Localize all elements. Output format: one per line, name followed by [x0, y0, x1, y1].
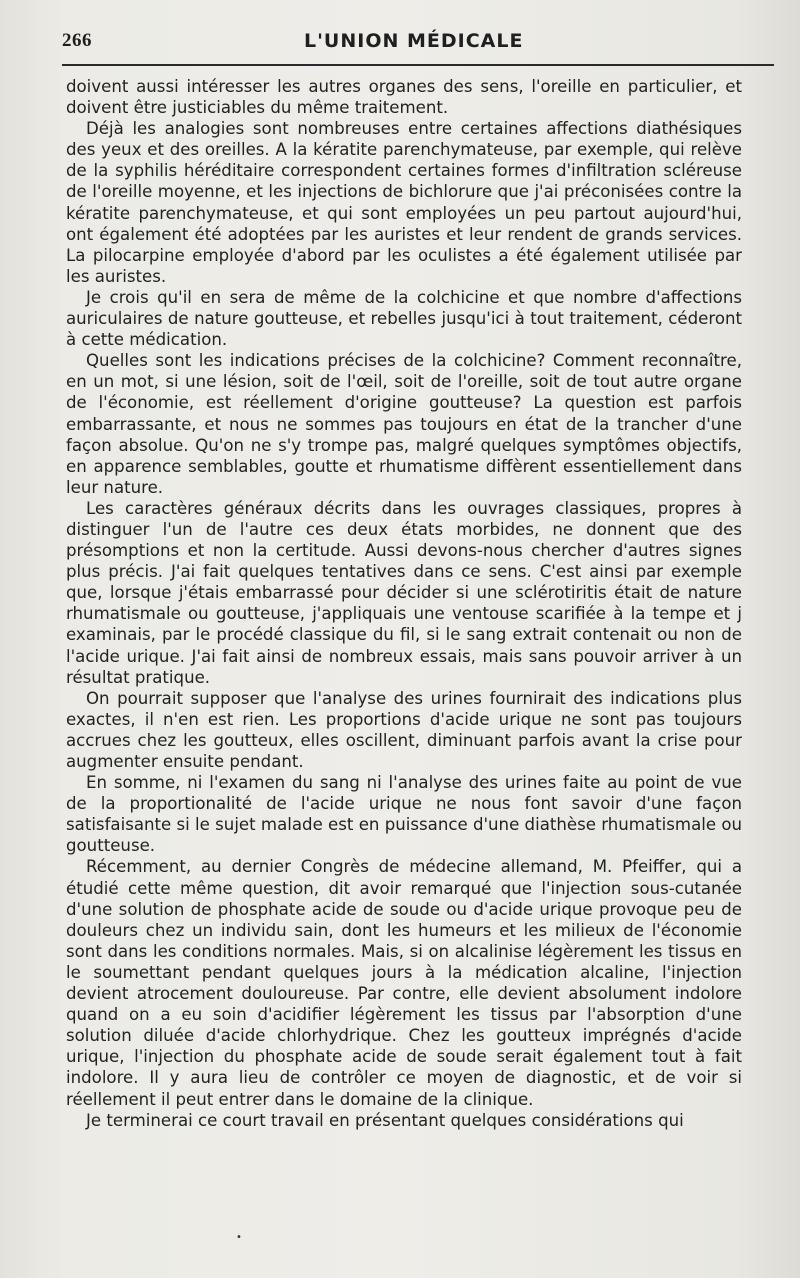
running-title: L'UNION MÉDICALE	[304, 30, 524, 52]
page-number: 266	[62, 30, 92, 51]
paragraph: Les caractères généraux décrits dans les ouvrages classiques, propres à distinguer l'un de l'autre ces deux états morbides, ne donnent que des présomptions et non la certitude. Aussi devons-nous chercher d'autres signes plus précis. J'ai fait quelques tentatives dans ce sens. C'est ainsi par exemple que, lorsque j'étais embarrassé pour décider si une sclérotiritis était de nature rhumatismale ou goutteuse, j'appliquais une ventouse scarifiée à la tempe et j examinais, par le procédé classique du fil, si le sang extrait contenait ou non de l'acide urique. J'ai fait ainsi de nombreux essais, mais sans pouvoir arriver à un résultat pratique.	[66, 498, 742, 687]
footer-mark: •	[236, 1232, 242, 1243]
paragraph: On pourrait supposer que l'analyse des urines fournirait des indications plus exactes, il n'en est rien. Les proportions d'acide urique ne sont pas toujours accrues chez les goutteux, elles oscillent, diminuant parfois avant la crise pour augmenter ensuite pendant.	[66, 688, 742, 771]
paragraph: Je terminerai ce court travail en présentant quelques considérations qui	[86, 1110, 684, 1130]
paragraph: Quelles sont les indications précises de la colchicine? Comment reconnaître, en un mot, si une lésion, soit de l'œil, soit de l'oreille, soit de tout autre organe de l'économie, est réellement d'origine goutteuse? La question est parfois embarrassante, et nous ne sommes pas toujours en état de la trancher d'une façon absolue. Qu'on ne s'y trompe pas, malgré quelques symptômes objectifs, en apparence semblables, goutte et rhumatisme diffèrent essentiellement dans leur nature.	[66, 351, 742, 497]
article-body	[66, 76, 742, 1131]
paragraph: Déjà les analogies sont nombreuses entre certaines affections diathésiques des yeux et des oreilles. A la kératite parenchymateuse, par exemple, qui relève de la syphilis héréditaire correspondent certaines formes d'infiltration scléreuse de l'oreille moyenne, et les injections de bichlorure que j'ai préconisées contre la kératite parenchymateuse, et qui sont employées un peu partout aujourd'hui, ont également été adoptées par les auristes et leur rendent de grands services. La pilocarpine employée d'abord par les oculistes a été également utilisée par les auristes.	[66, 119, 742, 286]
paragraph: En somme, ni l'examen du sang ni l'analyse des urines faite au point de vue de la proportionalité de l'acide urique ne nous font savoir d'une façon satisfaisante si le sujet malade est en puissance d'une diathèse rhumatismale ou goutteuse.	[66, 773, 742, 856]
page-header	[62, 30, 770, 60]
header-rule	[62, 64, 774, 66]
paragraph: Récemment, au dernier Congrès de médecine allemand, M. Pfeiffer, qui a étudié cette même question, dit avoir remarqué que l'injection sous-cutanée d'une solution de phosphate acide de soude ou d'acide urique provoque peu de douleurs chez un individu sain, dont les humeurs et les milieux de l'économie sont dans les conditions normales. Mais, si on alcalinise légèrement les tissus en le soumettant pendant quelques jours à la médication alcaline, l'injection devient atrocement douloureuse. Par contre, elle devient absolument indolore quand on a eu soin d'acidifier légèrement les tissus par l'absorption d'une solution diluée d'acide chlorhydrique. Chez les goutteux imprégnés d'acide urique, l'injection du phosphate acide de soude serait également tout à fait indolore. Il y aura lieu de contrôler ce moyen de diagnostic, et de voir si réellement il peut entrer dans le domaine de la clinique.	[66, 857, 742, 1109]
paragraph: doivent aussi intéresser les autres organes des sens, l'oreille en particulier, et doivent être justiciables du même traitement.	[66, 77, 742, 118]
paragraph: Je crois qu'il en sera de même de la colchicine et que nombre d'affections auriculaires de nature goutteuse, et rebelles jusqu'ici à tout traitement, céderont à cette médication.	[66, 287, 742, 350]
